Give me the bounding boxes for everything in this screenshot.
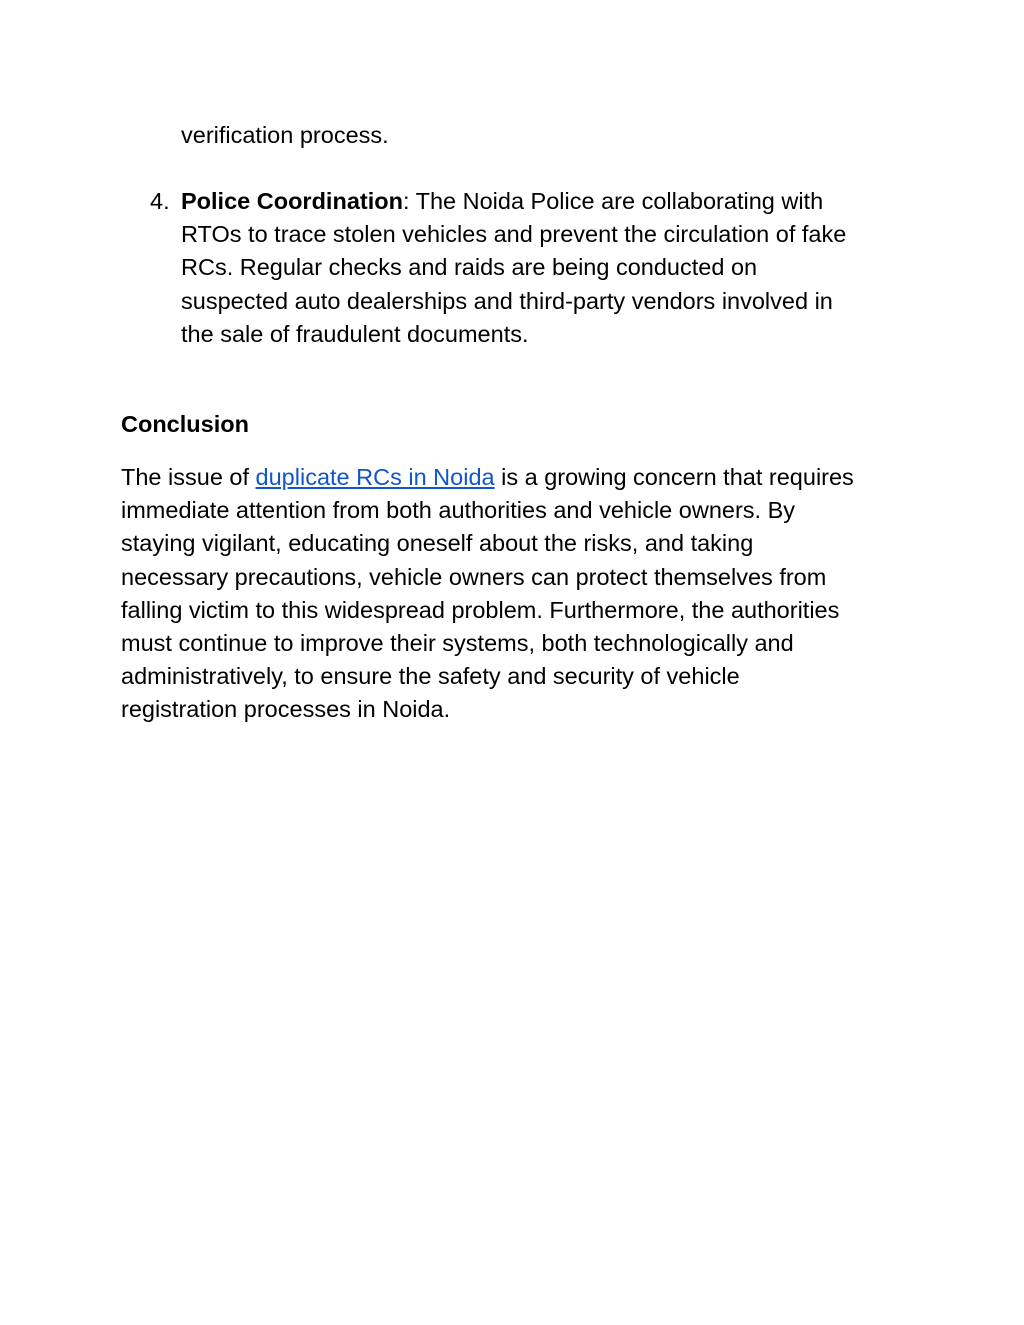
list-item-line: the sale of fraudulent documents. — [181, 320, 529, 347]
paragraph-line — [121, 461, 921, 494]
paragraph-line: necessary precautions, vehicle owners can protect themselves from — [121, 563, 827, 590]
conclusion-heading: Conclusion — [121, 411, 249, 437]
list-item-body — [181, 185, 910, 351]
conclusion-paragraph — [121, 461, 921, 727]
list-item-line: suspected auto dealerships and third-party vendors involved in — [181, 287, 833, 314]
list-item-line1-rest: : The Noida Police are collaborating with — [402, 188, 824, 214]
continuation-text: verification process. — [181, 122, 389, 148]
list-item-line: RCs. Regular checks and raids are being conducted on — [181, 254, 758, 281]
paragraph-line1-suffix: is a growing concern that requires — [494, 464, 854, 490]
paragraph-line: falling victim to this widespread problem. Furthermore, the authorities — [121, 596, 840, 623]
list-item-line: RTOs to trace stolen vehicles and prevent the circulation of fake — [181, 221, 847, 248]
list-number: 4. — [150, 188, 170, 214]
paragraph-line1-prefix: The issue of — [121, 464, 256, 490]
paragraph-line: staying vigilant, educating oneself about the risks, and taking — [121, 530, 754, 557]
paragraph-line: must continue to improve their systems, both technologically and — [121, 630, 794, 657]
paragraph-line: registration processes in Noida. — [121, 696, 451, 723]
list-item-line — [181, 185, 910, 218]
list-item-term: Police Coordination — [181, 188, 403, 214]
duplicate-rcs-link[interactable]: duplicate RCs in Noida — [255, 464, 495, 490]
paragraph-line: immediate attention from both authorities and vehicle owners. By — [121, 497, 796, 524]
paragraph-line: administratively, to ensure the safety and security of vehicle — [121, 663, 740, 690]
